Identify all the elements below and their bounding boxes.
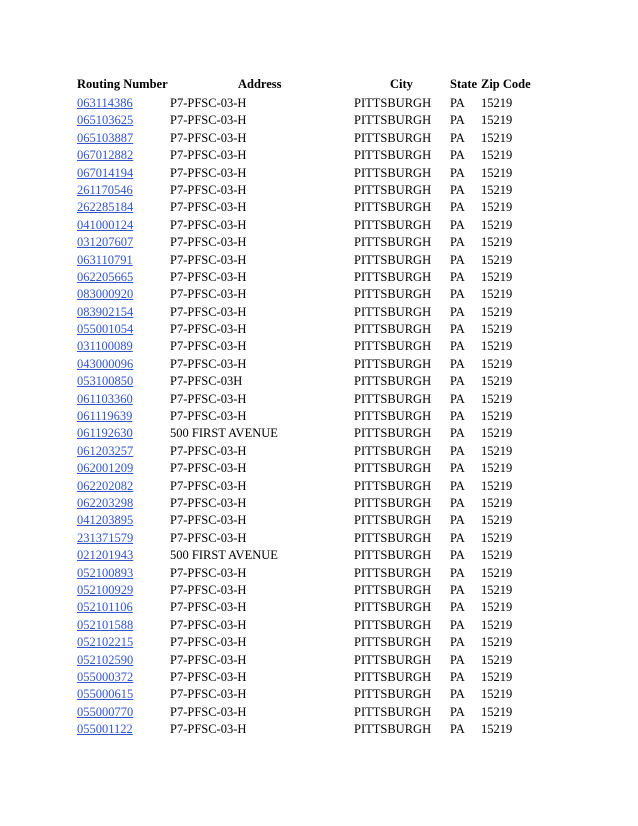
address-cell: P7-PFSC-03-H — [170, 635, 247, 650]
zip-cell: 15219 — [481, 165, 513, 180]
zip-cell: 15219 — [481, 182, 513, 197]
routing-number-link[interactable]: 041203895 — [77, 513, 134, 528]
zip-cell: 15219 — [481, 252, 513, 267]
routing-number-link[interactable]: 053100850 — [77, 374, 134, 389]
zip-cell: 15219 — [481, 391, 513, 406]
city-cell: PITTSBURGH — [354, 617, 432, 632]
zip-cell: 15219 — [481, 426, 513, 441]
city-cell: PITTSBURGH — [354, 565, 432, 580]
address-cell: 500 FIRST AVENUE — [170, 548, 278, 563]
address-cell: P7-PFSC-03-H — [170, 530, 247, 545]
address-cell: P7-PFSC-03-H — [170, 565, 247, 580]
state-cell: PA — [450, 269, 465, 284]
state-cell: PA — [450, 235, 465, 250]
city-cell: PITTSBURGH — [354, 582, 432, 597]
routing-number-link[interactable]: 055001122 — [77, 722, 133, 737]
routing-number-link[interactable]: 061203257 — [77, 443, 134, 458]
state-cell: PA — [450, 113, 465, 128]
state-cell: PA — [450, 322, 465, 337]
city-cell: PITTSBURGH — [354, 391, 432, 406]
table-header — [0, 77, 638, 93]
routing-number-link[interactable]: 041000124 — [77, 217, 134, 232]
routing-number-link[interactable]: 063114386 — [77, 96, 133, 110]
routing-number-link[interactable]: 043000096 — [77, 356, 134, 371]
state-cell: PA — [450, 287, 465, 302]
city-cell: PITTSBURGH — [354, 513, 432, 528]
address-cell: P7-PFSC-03-H — [170, 165, 247, 180]
routing-number-link[interactable]: 055000770 — [77, 704, 134, 719]
table-row — [0, 217, 638, 234]
state-cell: PA — [450, 304, 465, 319]
state-cell: PA — [450, 617, 465, 632]
header-address: Address — [238, 77, 282, 91]
routing-number-link[interactable]: 052100929 — [77, 582, 134, 597]
table-row — [0, 95, 638, 112]
table-row — [0, 182, 638, 199]
address-cell: P7-PFSC-03-H — [170, 582, 247, 597]
address-cell: P7-PFSC-03-H — [170, 495, 247, 510]
table-row — [0, 582, 638, 599]
header-routing-number: Routing Number — [77, 77, 168, 91]
table-row — [0, 373, 638, 390]
city-cell: PITTSBURGH — [354, 461, 432, 476]
routing-number-link[interactable]: 062001209 — [77, 461, 134, 476]
table-row — [0, 391, 638, 408]
routing-number-link[interactable]: 052102590 — [77, 652, 134, 667]
routing-number-link[interactable]: 065103625 — [77, 113, 134, 128]
routing-number-link[interactable]: 067012882 — [77, 148, 134, 163]
city-cell: PITTSBURGH — [354, 356, 432, 371]
state-cell: PA — [450, 356, 465, 371]
routing-number-link[interactable]: 055001054 — [77, 322, 134, 337]
state-cell: PA — [450, 565, 465, 580]
state-cell: PA — [450, 687, 465, 702]
header-zip-code: Zip Code — [481, 77, 531, 91]
address-cell: P7-PFSC-03-H — [170, 443, 247, 458]
state-cell: PA — [450, 165, 465, 180]
city-cell: PITTSBURGH — [354, 426, 432, 441]
routing-number-link[interactable]: 065103887 — [77, 130, 134, 145]
routing-number-link[interactable]: 021201943 — [77, 548, 134, 563]
zip-cell: 15219 — [481, 461, 513, 476]
zip-cell: 15219 — [481, 304, 513, 319]
table-row — [0, 425, 638, 442]
address-cell: P7-PFSC-03-H — [170, 339, 247, 354]
state-cell: PA — [450, 548, 465, 563]
zip-cell: 15219 — [481, 443, 513, 458]
zip-cell: 15219 — [481, 287, 513, 302]
state-cell: PA — [450, 669, 465, 684]
zip-cell: 15219 — [481, 148, 513, 163]
address-cell: P7-PFSC-03-H — [170, 113, 247, 128]
address-cell: 500 FIRST AVENUE — [170, 426, 278, 441]
table-row — [0, 669, 638, 686]
zip-cell: 15219 — [481, 113, 513, 128]
state-cell: PA — [450, 182, 465, 197]
city-cell: PITTSBURGH — [354, 635, 432, 650]
city-cell: PITTSBURGH — [354, 669, 432, 684]
table-row — [0, 704, 638, 721]
routing-number-link[interactable]: 067014194 — [77, 165, 134, 180]
city-cell: PITTSBURGH — [354, 478, 432, 493]
zip-cell: 15219 — [481, 513, 513, 528]
zip-cell: 15219 — [481, 722, 513, 737]
address-cell: P7-PFSC-03-H — [170, 704, 247, 719]
table-row — [0, 130, 638, 147]
table-row — [0, 478, 638, 495]
state-cell: PA — [450, 339, 465, 354]
table-body — [0, 95, 638, 738]
table-row — [0, 495, 638, 512]
address-cell: P7-PFSC-03-H — [170, 687, 247, 702]
address-cell: P7-PFSC-03-H — [170, 217, 247, 232]
address-cell: P7-PFSC-03-H — [170, 669, 247, 684]
routing-number-link[interactable]: 052102215 — [77, 635, 134, 650]
address-cell: P7-PFSC-03-H — [170, 130, 247, 145]
state-cell: PA — [450, 722, 465, 737]
zip-cell: 15219 — [481, 669, 513, 684]
table-row — [0, 356, 638, 373]
zip-cell: 15219 — [481, 704, 513, 719]
header-state: State — [450, 77, 478, 91]
city-cell: PITTSBURGH — [354, 374, 432, 389]
routing-number-link[interactable]: 083000920 — [77, 287, 134, 302]
state-cell: PA — [450, 600, 465, 615]
routing-number-link[interactable]: 031207607 — [77, 235, 134, 250]
state-cell: PA — [450, 635, 465, 650]
address-cell: P7-PFSC-03-H — [170, 391, 247, 406]
city-cell: PITTSBURGH — [354, 339, 432, 354]
zip-cell: 15219 — [481, 409, 513, 424]
city-cell: PITTSBURGH — [354, 182, 432, 197]
routing-number-link[interactable]: 061119639 — [77, 409, 133, 424]
city-cell: PITTSBURGH — [354, 687, 432, 702]
table-row — [0, 547, 638, 564]
city-cell: PITTSBURGH — [354, 130, 432, 145]
city-cell: PITTSBURGH — [354, 217, 432, 232]
table-row — [0, 286, 638, 303]
address-cell: P7-PFSC-03-H — [170, 409, 247, 424]
state-cell: PA — [450, 426, 465, 441]
city-cell: PITTSBURGH — [354, 148, 432, 163]
routing-number-link[interactable]: 261170546 — [77, 182, 133, 197]
state-cell: PA — [450, 391, 465, 406]
city-cell: PITTSBURGH — [354, 165, 432, 180]
routing-number-link[interactable]: 031100089 — [77, 339, 133, 354]
city-cell: PITTSBURGH — [354, 252, 432, 267]
zip-cell: 15219 — [481, 687, 513, 702]
state-cell: PA — [450, 461, 465, 476]
address-cell: P7-PFSC-03-H — [170, 182, 247, 197]
zip-cell: 15219 — [481, 322, 513, 337]
zip-cell: 15219 — [481, 217, 513, 232]
city-cell: PITTSBURGH — [354, 495, 432, 510]
header-city: City — [390, 77, 413, 91]
table-row — [0, 652, 638, 669]
city-cell: PITTSBURGH — [354, 704, 432, 719]
state-cell: PA — [450, 443, 465, 458]
address-cell: P7-PFSC-03-H — [170, 513, 247, 528]
table-row — [0, 530, 638, 547]
address-cell: P7-PFSC-03-H — [170, 304, 247, 319]
table-row — [0, 512, 638, 529]
zip-cell: 15219 — [481, 582, 513, 597]
address-cell: P7-PFSC-03-H — [170, 461, 247, 476]
city-cell: PITTSBURGH — [354, 113, 432, 128]
city-cell: PITTSBURGH — [354, 530, 432, 545]
address-cell: P7-PFSC-03-H — [170, 356, 247, 371]
state-cell: PA — [450, 478, 465, 493]
zip-cell: 15219 — [481, 200, 513, 215]
city-cell: PITTSBURGH — [354, 235, 432, 250]
address-cell: P7-PFSC-03-H — [170, 617, 247, 632]
table-row — [0, 686, 638, 703]
routing-number-link[interactable]: 062202082 — [77, 478, 134, 493]
table-row — [0, 252, 638, 269]
state-cell: PA — [450, 652, 465, 667]
routing-number-link[interactable]: 063110791 — [77, 252, 133, 267]
zip-cell: 15219 — [481, 356, 513, 371]
state-cell: PA — [450, 513, 465, 528]
zip-cell: 15219 — [481, 130, 513, 145]
table-row — [0, 338, 638, 355]
table-row — [0, 199, 638, 216]
zip-cell: 15219 — [481, 96, 513, 110]
city-cell: PITTSBURGH — [354, 269, 432, 284]
state-cell: PA — [450, 374, 465, 389]
city-cell: PITTSBURGH — [354, 652, 432, 667]
zip-cell: 15219 — [481, 235, 513, 250]
routing-number-link[interactable]: 262285184 — [77, 200, 134, 215]
routing-number-link[interactable]: 055000372 — [77, 669, 134, 684]
state-cell: PA — [450, 217, 465, 232]
zip-cell: 15219 — [481, 339, 513, 354]
city-cell: PITTSBURGH — [354, 96, 432, 110]
state-cell: PA — [450, 148, 465, 163]
city-cell: PITTSBURGH — [354, 287, 432, 302]
city-cell: PITTSBURGH — [354, 600, 432, 615]
table-row — [0, 165, 638, 182]
table-row — [0, 408, 638, 425]
city-cell: PITTSBURGH — [354, 322, 432, 337]
zip-cell: 15219 — [481, 269, 513, 284]
table-row — [0, 234, 638, 251]
table-row — [0, 112, 638, 129]
routing-number-link[interactable]: 061103360 — [77, 391, 133, 406]
address-cell: P7-PFSC-03-H — [170, 478, 247, 493]
routing-number-link[interactable]: 055000615 — [77, 687, 134, 702]
table-row — [0, 599, 638, 616]
table-row — [0, 721, 638, 738]
city-cell: PITTSBURGH — [354, 722, 432, 737]
zip-cell: 15219 — [481, 617, 513, 632]
table-row — [0, 321, 638, 338]
address-cell: P7-PFSC-03-H — [170, 652, 247, 667]
state-cell: PA — [450, 200, 465, 215]
address-cell: P7-PFSC-03H — [170, 374, 243, 389]
address-cell: P7-PFSC-03-H — [170, 722, 247, 737]
city-cell: PITTSBURGH — [354, 304, 432, 319]
state-cell: PA — [450, 96, 465, 110]
address-cell: P7-PFSC-03-H — [170, 235, 247, 250]
table-row — [0, 634, 638, 651]
city-cell: PITTSBURGH — [354, 443, 432, 458]
routing-number-link[interactable]: 062203298 — [77, 495, 134, 510]
state-cell: PA — [450, 252, 465, 267]
state-cell: PA — [450, 495, 465, 510]
state-cell: PA — [450, 530, 465, 545]
zip-cell: 15219 — [481, 374, 513, 389]
address-cell: P7-PFSC-03-H — [170, 322, 247, 337]
address-cell: P7-PFSC-03-H — [170, 600, 247, 615]
table-row — [0, 304, 638, 321]
table-row — [0, 443, 638, 460]
address-cell: P7-PFSC-03-H — [170, 269, 247, 284]
routing-number-link[interactable]: 062205665 — [77, 269, 134, 284]
routing-number-link[interactable]: 052100893 — [77, 565, 134, 580]
state-cell: PA — [450, 582, 465, 597]
state-cell: PA — [450, 704, 465, 719]
address-cell: P7-PFSC-03-H — [170, 148, 247, 163]
table-row — [0, 269, 638, 286]
city-cell: PITTSBURGH — [354, 409, 432, 424]
zip-cell: 15219 — [481, 565, 513, 580]
zip-cell: 15219 — [481, 652, 513, 667]
zip-cell: 15219 — [481, 600, 513, 615]
table-row — [0, 460, 638, 477]
zip-cell: 15219 — [481, 635, 513, 650]
city-cell: PITTSBURGH — [354, 200, 432, 215]
routing-number-link[interactable]: 083902154 — [77, 304, 134, 319]
address-cell: P7-PFSC-03-H — [170, 287, 247, 302]
state-cell: PA — [450, 130, 465, 145]
zip-cell: 15219 — [481, 548, 513, 563]
address-cell: P7-PFSC-03-H — [170, 252, 247, 267]
zip-cell: 15219 — [481, 478, 513, 493]
table-row — [0, 565, 638, 582]
city-cell: PITTSBURGH — [354, 548, 432, 563]
table-row — [0, 617, 638, 634]
routing-number-link[interactable]: 052101106 — [77, 600, 133, 615]
table-row — [0, 147, 638, 164]
state-cell: PA — [450, 409, 465, 424]
routing-number-link[interactable]: 061192630 — [77, 426, 133, 441]
address-cell: P7-PFSC-03-H — [170, 96, 247, 110]
routing-number-link[interactable]: 231371579 — [77, 530, 134, 545]
zip-cell: 15219 — [481, 495, 513, 510]
zip-cell: 15219 — [481, 530, 513, 545]
routing-number-link[interactable]: 052101588 — [77, 617, 134, 632]
address-cell: P7-PFSC-03-H — [170, 200, 247, 215]
